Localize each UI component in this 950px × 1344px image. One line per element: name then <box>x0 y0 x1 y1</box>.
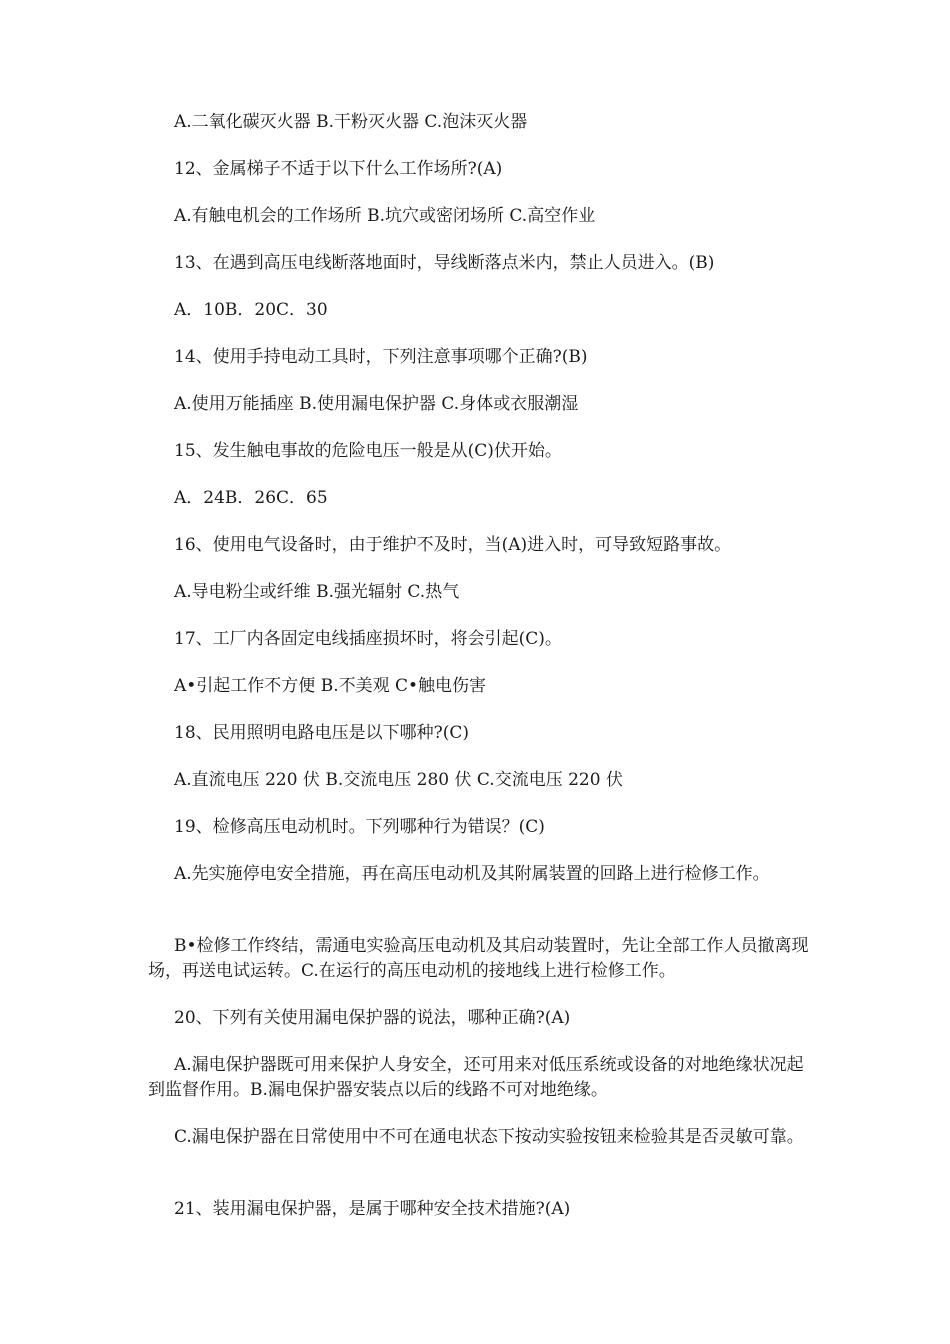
question-20: 20、下列有关使用漏电保护器的说法，哪种正确?(A) <box>174 1008 571 1028</box>
question-21: 21、装用漏电保护器，是属于哪种安全技术措施?(A) <box>174 1199 571 1219</box>
answer-options-14: A.使用万能插座 B.使用漏电保护器 C.身体或衣服潮湿 <box>174 394 579 414</box>
answer-options-15: A．24B．26C．65 <box>174 488 328 508</box>
question-16: 16、使用电气设备时，由于维护不及时，当(A)进入时，可导致短路事故。 <box>174 535 732 555</box>
question-17: 17、工厂内各固定电线插座损坏时，将会引起(C)。 <box>174 629 562 649</box>
answer-options-16: A.导电粉尘或纤维 B.强光辐射 C.热气 <box>174 582 460 602</box>
answer-options-19-bc: B•检修工作终结，需通电实验高压电动机及其启动装置时，先让全部工作人员撤离现场，再送电试运转。C.在运行的高压电动机的接地线上进行检修工作。 <box>148 936 809 981</box>
answer-options-17: A•引起工作不方便 B.不美观 C•触电伤害 <box>174 676 487 696</box>
question-15: 15、发生触电事故的危险电压一般是从(C)伏开始。 <box>174 441 562 461</box>
question-14: 14、使用手持电动工具时，下列注意事项哪个正确?(B) <box>174 347 588 367</box>
question-12: 12、金属梯子不适于以下什么工作场所?(A) <box>174 159 503 179</box>
answer-options-18: A.直流电压 220 伏 B.交流电压 280 伏 C.交流电压 220 伏 <box>174 770 623 790</box>
answer-option-19-a: A.先实施停电安全措施，再在高压电动机及其附属装置的回路上进行检修工作。 <box>174 864 770 884</box>
answer-option-20-c: C.漏电保护器在日常使用中不可在通电状态下按动实验按钮来检验其是否灵敏可靠。 <box>174 1127 804 1147</box>
answer-options-20-ab: A.漏电保护器既可用来保护人身安全，还可用来对低压系统或设备的对地绝缘状况起到监督作用。B.漏电保护器安装点以后的线路不可对地绝缘。 <box>148 1055 804 1100</box>
answer-options-12: A.有触电机会的工作场所 B.坑穴或密闭场所 C.高空作业 <box>174 206 596 226</box>
question-18: 18、民用照明电路电压是以下哪种?(C) <box>174 723 470 743</box>
answer-options-11: A.二氧化碳灭火器 B.干粉灭火器 C.泡沫灭火器 <box>174 112 528 132</box>
question-13: 13、在遇到高压电线断落地面时，导线断落点米内，禁止人员进入。(B) <box>174 253 715 273</box>
answer-options-13: A．10B．20C．30 <box>174 300 328 320</box>
question-19: 19、检修高压电动机时。下列哪种行为错误？(C) <box>174 817 545 837</box>
